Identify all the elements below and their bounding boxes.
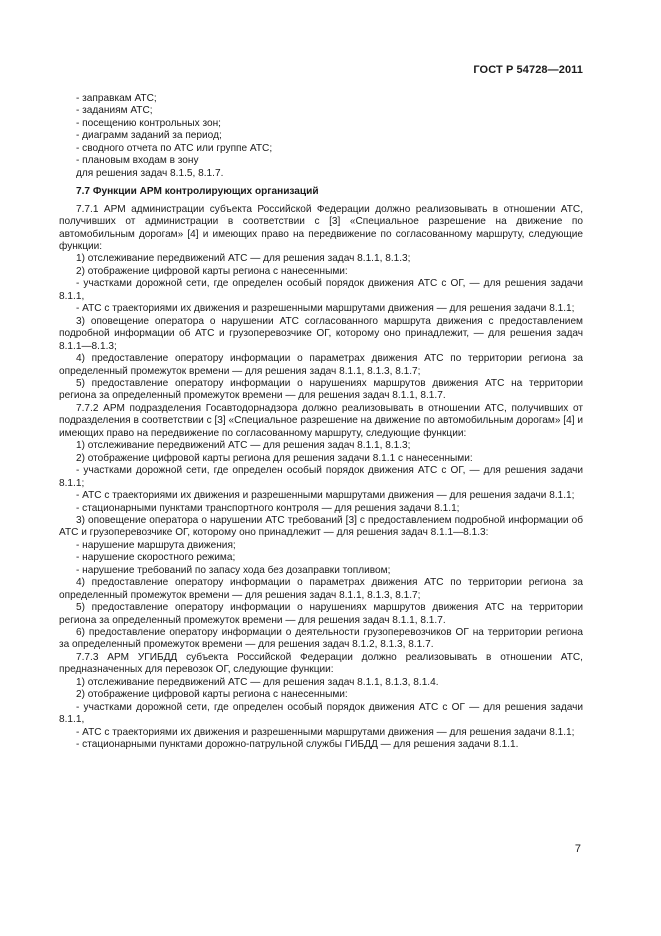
text-paragraph: 7.7.2 АРМ подразделения Госавтодорнадзора должно реализовывать в отношении АТС, получивших от подразделения в соответствии с [3] «Специальное разрешение на движение по автомобильным дорогам» [4] и имеющих право на передвижение по согласованному маршруту, следующие функции: [59,402,583,439]
text-paragraph: - посещению контрольных зон; [76,117,221,129]
text-paragraph: - стационарными пунктами транспортного контроля — для решения задачи 8.1.1; [76,502,460,514]
text-paragraph: 3) оповещение оператора о нарушении АТС согласованного маршрута движения с предоставлением подробной информации об АТС и грузоперевозчике ОГ, которому оно принадлежит, — для решения задач 8.1.1—8.1.3; [59,315,583,352]
text-paragraph: для решения задач 8.1.5, 8.1.7. [76,167,224,179]
text-paragraph: - участками дорожной сети, где определен особый порядок движения АТС с ОГ, — для решения задачи 8.1.1, [59,278,583,302]
text-paragraph: - нарушение маршрута движения; [76,539,236,551]
text-paragraph: 7.7.3 АРМ УГИБДД субъекта Российской Федерации должно реализовывать в отношении АТС, предназначенных для перевозок ОГ, следующие функции: [59,651,583,676]
text-paragraph: 1) отслеживание передвижений АТС — для решения задач 8.1.1, 8.1.3; [76,440,411,452]
text-paragraph: - заправкам АТС; [76,93,157,104]
text-paragraph: 2) отображение цифровой карты региона с нанесенными: [76,689,348,701]
section-heading: 7.7 Функции АРМ контролирующих организаций [76,186,319,198]
text-paragraph: 2) отображение цифровой карты региона с нанесенными: [76,265,348,277]
text-paragraph: 7.7.1 АРМ администрации субъекта Российской Федерации должно реализовывать в отношении АТС, получивших от администрации в соответствии с [3] «Специальное разрешение на движение по автомобильным дорогам» [4] и имеющих право на передвижение по согласованному маршруту, следующие функции: [59,203,583,252]
text-paragraph: 3) оповещение оператора о нарушении АТС требований [3] с предоставлением подробной информации об АТС и грузоперевозчике ОГ, которому оно принадлежит — для решения задач 8.1.1—8.1.3: [59,514,583,539]
text-paragraph: - нарушение скоростного режима; [76,552,236,564]
text-paragraph: 2) отображение цифровой карты региона для решения задачи 8.1.1 с нанесенными: [76,452,473,464]
text-paragraph: - нарушение требований по запасу хода без дозаправки топливом; [76,564,391,576]
text-paragraph: - сводного отчета по АТС или группе АТС; [76,142,273,154]
text-paragraph: 4) предоставление оператору информации о параметрах движения АТС по территории региона за определенный промежуток времени — для решения задач 8.1.1, 8.1.3, 8.1.7; [59,577,583,601]
text-paragraph: - диаграмм заданий за период; [76,130,222,142]
document-header: ГОСТ Р 54728—2011 [473,64,583,76]
text-paragraph: 4) предоставление оператору информации о параметрах движения АТС по территории региона за определенный промежуток времени — для решения задач 8.1.1, 8.1.3, 8.1.7; [59,353,583,377]
text-paragraph: - стационарными пунктами дорожно-патрульной службы ГИБДД — для решения задачи 8.1.1. [76,739,519,751]
document-body [59,93,583,752]
text-paragraph: - АТС с траекториями их движения и разрешенными маршрутами движения — для решения задачи 8.1.1; [76,726,575,738]
text-paragraph: - АТС с траекториями их движения и разрешенными маршрутами движения — для решения задачи 8.1.1; [76,490,575,502]
text-paragraph: - заданиям АТС; [76,105,153,117]
text-paragraph: - участками дорожной сети, где определен особый порядок движения АТС с ОГ, — для решения задачи 8.1.1; [59,465,583,489]
text-paragraph: - участками дорожной сети, где определен особый порядок движения АТС с ОГ — для решения задачи 8.1.1, [59,701,583,726]
page-number: 7 [574,843,581,855]
text-paragraph: 6) предоставление оператору информации о деятельности грузоперевозчиков ОГ на территории региона за определенный промежуток времени — для решения задач 8.1.2, 8.1.3, 8.1.7. [59,627,583,651]
text-paragraph: - плановым входам в зону [76,155,199,167]
text-paragraph: 5) предоставление оператору информации о нарушениях маршрутов движения АТС на территории региона за определенный промежуток времени — для решения задач 8.1.1, 8.1.7. [59,377,583,402]
text-paragraph: 5) предоставление оператору информации о нарушениях маршрутов движения АТС на территории региона за определенный промежуток времени — для решения задач 8.1.1, 8.1.7. [59,602,583,626]
text-paragraph: 1) отслеживание передвижений АТС — для решения задач 8.1.1, 8.1.3; [76,253,411,265]
text-paragraph: - АТС с траекториями их движения и разрешенными маршрутами движения — для решения задачи 8.1.1; [76,303,575,315]
text-paragraph: 1) отслеживание передвижений АТС — для решения задач 8.1.1, 8.1.3, 8.1.4. [76,676,439,688]
